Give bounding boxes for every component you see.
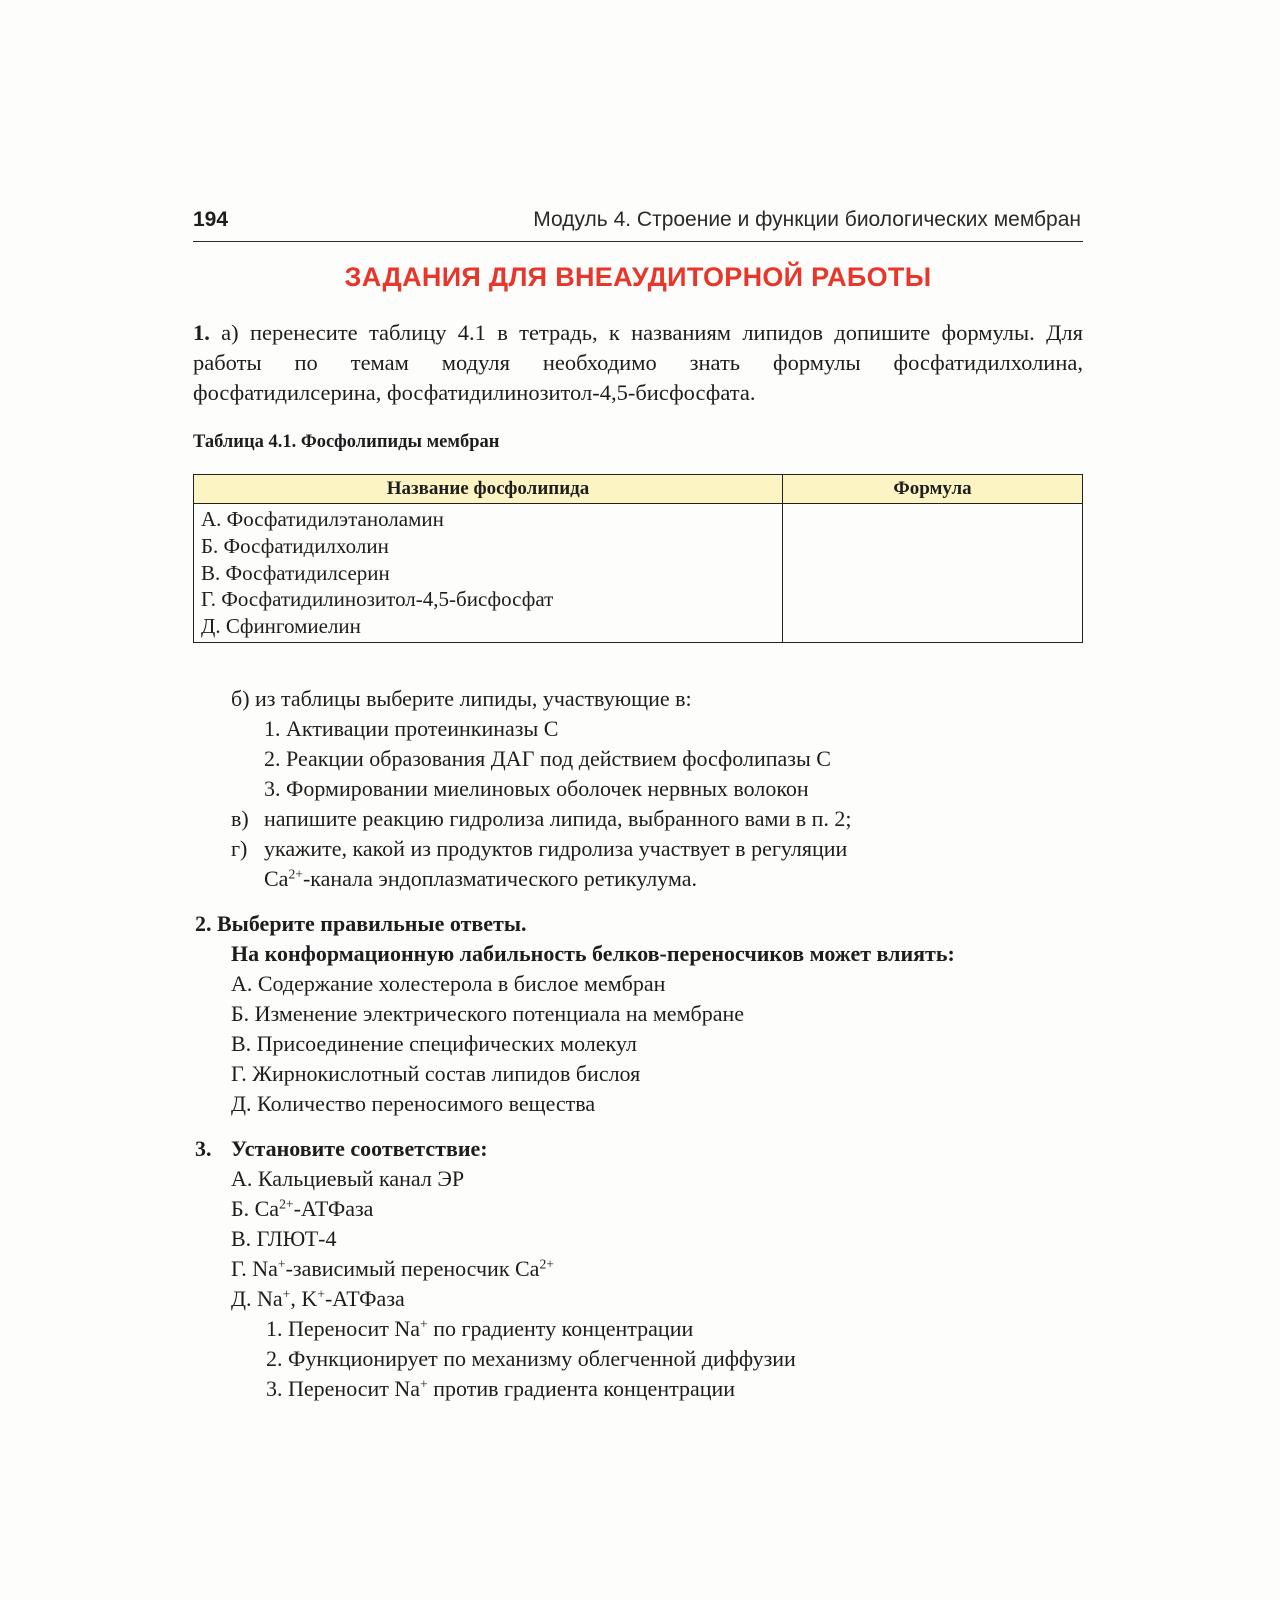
ion-charge: +: [420, 1376, 428, 1392]
item-text: Г. Na: [231, 1256, 278, 1281]
table-header-row: [194, 475, 1083, 504]
table-caption: Таблица 4.1. Фосфолипиды мембран: [193, 432, 500, 452]
task-2-question: На конформационную лабильность белков-переносчиков может влиять:: [231, 941, 955, 966]
list-item: А. Кальциевый канал ЭР: [231, 1166, 465, 1191]
task-3-number: 3.: [195, 1136, 212, 1161]
item-text: -зависимый переносчик Ca: [285, 1256, 540, 1281]
section-title: ЗАДАНИЯ ДЛЯ ВНЕАУДИТОРНОЙ РАБОТЫ: [344, 262, 932, 292]
running-head: Модуль 4. Строение и функции биологических мембран: [533, 208, 1081, 231]
list-item: Б. Изменение электрического потенциала на мембране: [231, 1001, 744, 1026]
list-item: Г. Жирнокислотный состав липидов бислоя: [231, 1061, 641, 1086]
task-1-intro-text: а) перенесите таблицу 4.1 в тетрадь, к названиям липидов допишите формулы. Для работы по темам модуля необходимо знать формулы фосфатидилхолина, фосфатидилсерина, фосфатидилинозитол-4,5-бисфосфата.: [193, 320, 1083, 405]
list-item: [266, 1314, 693, 1344]
item-text: 3. Переносит Na: [266, 1376, 421, 1401]
item-text: , K: [290, 1286, 318, 1311]
task-3-title: Установите соответствие:: [231, 1136, 488, 1161]
ion-symbol: Ca: [264, 866, 289, 891]
task-1-part-g-line2: [264, 864, 697, 894]
column-header-formula: Формула: [783, 475, 1083, 504]
ion-charge: 2+: [539, 1256, 554, 1272]
list-item: В. Присоединение специфических молекул: [231, 1031, 637, 1056]
ion-charge: +: [277, 1256, 286, 1272]
list-item: 2. Реакции образования ДАГ под действием фосфолипазы С: [264, 746, 831, 771]
formula-cell: [783, 504, 1083, 643]
item-text: Д. Na: [231, 1286, 283, 1311]
ion-charge: +: [282, 1286, 291, 1302]
list-item: А. Содержание холестерола в бислое мембран: [231, 971, 666, 996]
page-header: [193, 205, 1083, 242]
table-body-row: [194, 504, 1083, 643]
task-1-part-g-line1: укажите, какой из продуктов гидролиза участвует в регуляции: [264, 836, 848, 861]
task-1-part-g-rest: -канала эндоплазматического ретикулума.: [302, 866, 698, 891]
item-text: Б. Ca: [231, 1196, 280, 1221]
task-1-part-v: напишите реакцию гидролиза липида, выбранного вами в п. 2;: [264, 806, 852, 831]
phospholipid-table: [193, 474, 1083, 643]
table-row: Б. Фосфатидилхолин: [201, 533, 389, 558]
item-text: по градиенту концентрации: [427, 1316, 694, 1341]
task-1-part-b: б) из таблицы выберите липиды, участвующие в:: [231, 686, 692, 711]
ion-charge: +: [420, 1316, 428, 1332]
list-item: [231, 1254, 554, 1284]
task-1-intro: [193, 318, 1083, 408]
list-item: [231, 1194, 373, 1224]
task-2-title: 2. Выберите правильные ответы.: [195, 911, 527, 936]
list-item: 2. Функционирует по механизму облегченной диффузии: [266, 1346, 796, 1371]
list-item: [231, 1284, 405, 1314]
list-item: Д. Количество переносимого вещества: [231, 1091, 596, 1116]
ion-charge: 2+: [288, 866, 303, 882]
ion-charge: 2+: [279, 1196, 294, 1212]
table-row: Д. Сфингомиелин: [201, 614, 361, 639]
table-row: Г. Фосфатидилинозитол-4,5-бисфосфат: [201, 587, 554, 612]
item-text: -АТФаза: [324, 1286, 405, 1311]
lipid-names-cell: [194, 504, 783, 643]
list-item: 3. Формировании миелиновых оболочек нервных волокон: [264, 776, 809, 801]
list-item: 1. Активации протеинкиназы С: [264, 716, 559, 741]
page-number: 194: [193, 208, 229, 231]
list-item: [266, 1374, 735, 1404]
table-row: А. Фосфатидилэтаноламин: [201, 507, 444, 531]
table-row: В. Фосфатидилсерин: [201, 560, 390, 585]
item-text: 1. Переносит Na: [266, 1316, 421, 1341]
task-1-number: 1.: [193, 320, 210, 345]
column-header-name: Название фосфолипида: [194, 475, 783, 504]
list-item: В. ГЛЮТ-4: [231, 1226, 337, 1251]
task-1-part-g-label: г): [231, 836, 248, 861]
task-1-part-v-label: в): [231, 806, 249, 831]
item-text: -АТФаза: [293, 1196, 374, 1221]
item-text: против градиента концентрации: [427, 1376, 736, 1401]
ion-charge: +: [317, 1286, 325, 1302]
